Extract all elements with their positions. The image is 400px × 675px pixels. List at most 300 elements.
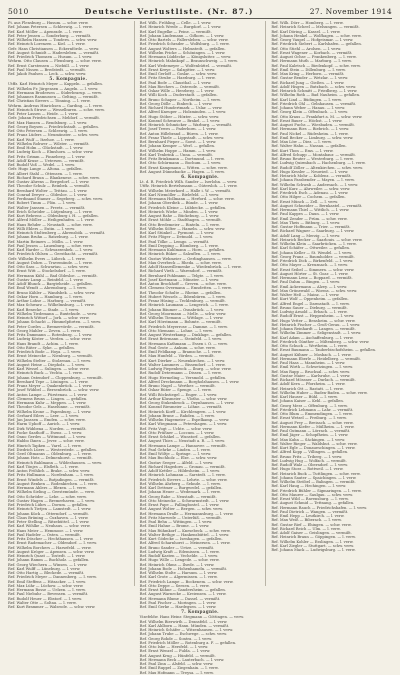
casualty-entry: Ref. August Hörter — St. Goar. — l. verw. — [271, 271, 349, 276]
casualty-entry: Ref. Wilhelm Hoppe — Hamm. — l. verw. — [139, 148, 217, 153]
casualty-entry: Ref. Richard Braun — Blankenese. — schw. verw. — [8, 175, 100, 180]
casualty-entry: Ref. Ernst Seibel — Simmern. — schw. verw. — [271, 267, 355, 272]
casualty-entry: Ref. Paul Niebuhr — Bevensen. — vermißt. — [8, 592, 89, 597]
casualty-entry: Ref. Heinrich Buck — Vechta. — l. verw. — [8, 371, 83, 376]
casualty-entry: Ref. Heinrich Laumann — Lengerich. — l. verw. — [139, 303, 229, 308]
casualty-entry: Ref. Kurt Gödecke — Isenhagen. — gefallen. — [139, 537, 223, 541]
casualty-entry: Ref. Hermann Kuhlmann — Horn. — gefallen. — [139, 248, 226, 252]
casualty-entry: Ref. Willi Koch — Duderstadt. — gefallen. — [139, 93, 218, 98]
casualty-entry: Ref. Arthur Klusmeier — Vlotho. — schw. verw. — [139, 396, 228, 401]
casualty-entry: Ref. Konrad Schwarze — Brakel. — l. verw. — [139, 118, 221, 123]
casualty-entry: Ref. Heinrich Becker — Saarlouis. — schw. verw. — [271, 237, 363, 242]
casualty-entry: Ref. Anton Brockhoff — Greven. — schw. verw. — [139, 282, 227, 286]
casualty-entry: Ref. Kurt Thon — Ems. — l. verw. — [271, 148, 334, 153]
casualty-entry: Ref. Hermann Kathmann — Essen i. O. — verw. — [139, 341, 228, 346]
casualty-entry: Ref. Ernst Münch — Zell. — l. verw. — [271, 199, 339, 204]
casualty-entry: Ref. Karl Wedemeyer — Wolfenbüttel. — vermißt. — [139, 63, 233, 68]
casualty-entry: Ref. Fritz Hullmann — Nordenham. — l. verw. — [8, 473, 94, 478]
casualty-entry: Ref. Ernst Wetzel — Freiburg. — l. verw. — [271, 416, 347, 421]
casualty-entry: Ref. August Schmidt — Hadersleben. — vermißt. — [8, 50, 100, 55]
casualty-entry: Ref. Otto Niemann — Lohne. — l. verw. — [139, 328, 213, 333]
casualty-entry: Wehrm. Andreas Hinrichsen — Garding. — l. verw. — [8, 103, 103, 108]
casualty-entry: Ref. Friedrich Kleine — Lübbecke. — gefallen. — [139, 205, 227, 210]
casualty-entry: Ref. Heinrich Mahnkopf — Braunschweig. — l. verw. — [139, 59, 238, 64]
casualty-entry: Ref. Walter Hahn — Nassau. — gefallen. — [271, 144, 347, 149]
casualty-entry: Ref. Paul Bode — Clausthal. — l. verw. — [139, 80, 212, 85]
casualty-entry: Ref. Emil Depping — Blomberg. — l. verw. — [139, 243, 219, 248]
casualty-entry: Ref. Kurt Wolf — Oppenheim. — gefallen. — [271, 297, 349, 302]
casualty-entry: Ref. Theodor Schulz — Reinbek. — vermißt. — [8, 184, 91, 189]
casualty-entry: Ref. Alfred Schupp — Montabaur. — vermißt. — [271, 152, 357, 157]
section-heading: 7. Kompagnie. — [181, 609, 219, 615]
casualty-entry: Ref. Walter Heß — Mainz. — l. verw. — [271, 293, 340, 297]
casualty-entry: Ref. Paul Grote — Ankum. — schw. verw. — [139, 345, 216, 350]
casualty-entry: Ref. Hans Rehder — Neustadt. — schw. verw. — [8, 222, 93, 227]
casualty-entry: Ref. Heinrich Scheel — Melsungen. — vermißt. — [271, 25, 360, 30]
column-3 — [271, 21, 392, 586]
casualty-entry: Ref. Emil Zender — Prüm. — schw. verw. — [271, 216, 348, 221]
casualty-entry: Ref. Ludwig Koch — Elmshorn. — schw. verw. — [8, 150, 94, 155]
column-1 — [8, 21, 129, 609]
casualty-entry: Ref. Wilhelm Rohwer — Wilster. — vermißt. — [8, 141, 90, 146]
casualty-entry: Ref. Wilhelm Sieling — Geestemünde. — verw. — [8, 490, 95, 495]
casualty-entry: Ref. August Thies — Neustadt a. R. — l. verw. — [139, 439, 225, 444]
casualty-entry: Ref. Wilh. Fröhling — Celle. — l. verw. — [139, 21, 212, 25]
casualty-entry: Ref. Dirk Wübbena — Norden. — vermißt. — [8, 426, 87, 431]
publication-title — [85, 7, 254, 16]
casualty-entry: Ref. Friedrich Schrader — Wolfsburg. — l. verw. — [139, 42, 230, 47]
casualty-entry: Ref. Hugo Hermeling — Versmold. — gefallen. — [139, 375, 227, 380]
casualty-entry: Ref. Hugo Stöber — Höxter. — schw. verw. — [139, 114, 220, 119]
casualty-entry: Ref. Jakob Paulsen — Leck. — schw. verw. — [8, 72, 87, 76]
casualty-entry: Ref. Ernst Kühne — Gandersheim. — gefallen. — [139, 588, 226, 592]
casualty-entry: Ref. Hermann Thiel — Wittlich. — l. verw. — [271, 208, 350, 212]
casualty-entry: Ref. Emil Ruppel — Ziegenhain. — l. verw. — [139, 666, 219, 671]
casualty-entry: Ref. Kurt Egle — Donaueschingen. — l. verw. — [271, 446, 356, 450]
casualty-entry: Ref. Heinrich Stoltenberg — Ahrensbök. — vermißt. — [8, 231, 106, 235]
casualty-entry: Ref. Karl Grote — Algermissen. — l. verw. — [139, 575, 218, 580]
casualty-entry: Ref. Wilhelm Tiedemann — Buxtehude. — verw. — [8, 311, 98, 316]
casualty-entry: Ref. Hermann Ries — Biebrich. — l. verw. — [271, 127, 350, 132]
casualty-entry: Ref. Adolf Hanswillemenke — Wiedenbrück. — l. verw. — [139, 265, 242, 269]
casualty-entry: Ref. Karl Schäfer — Ottweiler. — gefallen. — [271, 246, 351, 251]
casualty-entry: Ref. Bruno Nagel — Werther. — vermißt. — [139, 384, 216, 388]
casualty-entry: Ref. Emil Holm — Glückstadt. — l. verw. — [8, 146, 84, 150]
casualty-entry: Ref. Wilhelm Zimmer — Seligenstadt. — l. verw. — [271, 331, 362, 336]
casualty-entry: Ref. Willi Böckstiegel — Enger. — l. verw. — [139, 392, 218, 397]
section-heading: 5. Kompagnie. — [49, 76, 88, 82]
casualty-entry: Ref. Georg Dölle — Einbeck. — l. verw. — [139, 101, 213, 106]
casualty-entry: Ref. Max Hunfeld — Vörden. — vermißt. — [139, 354, 215, 359]
casualty-entry: Ref. Kurt Behrens — Oldenburg i. H. — gefallen. — [8, 214, 99, 218]
casualty-entry: Ref. Friedrich Bühler — Sigmaringen. — l. verw. — [271, 488, 362, 493]
casualty-entry: Ref. Heinrich Fischer — Groß-Gerau. — l. verw. — [271, 322, 361, 327]
column-2 — [139, 21, 261, 675]
casualty-entry: Ref. Emil Jäger — Schopfheim. — l. verw. — [271, 433, 349, 438]
casualty-entry: Ref. Emil Becker — Limburg. — schw. verw. — [271, 135, 354, 140]
casualty-entry: Ref. Arthur Lohse — Harburg. — vermißt. — [8, 299, 87, 303]
casualty-entry: Ref. Johann Sauter — Spaichingen. — l. verw. — [271, 475, 357, 480]
casualty-entry: Ref. Johann Kemper — Werl. — gefallen. — [139, 144, 216, 149]
casualty-entry: Ref. August Warnecke — Kreiensen. — l. verw. — [139, 592, 227, 597]
casualty-entry: Ref. Georg Merz — Offenburg. — l. verw. — [271, 403, 348, 408]
casualty-entry: Ref. Emil Feldkamp — Bramsche. — l. verw. — [139, 350, 222, 354]
casualty-entry: Ref. Friedrich Dick — Birkenfeld. — l. verw. — [271, 259, 354, 263]
casualty-entry: Ref. Paul Fischer — Moringen. — l. verw. — [139, 600, 217, 605]
header-rule — [8, 18, 392, 19]
casualty-entry: Ref. Christian Sievers — Tönning. — l. verw. — [8, 99, 91, 104]
casualty-entry: Ref. Ernst Pape — Fallingbostel. — l. verw. — [139, 503, 220, 507]
casualty-entry: Ref. Otto Bredemeier — Rinteln. — l. verw. — [139, 222, 220, 227]
casualty-entry: Ref. Friedrich Thomsen — Husum. — l. verw. — [8, 55, 93, 59]
casualty-entry: Ref. Hugo Storz — Rottweil. — l. verw. — [271, 467, 344, 472]
casualty-entry: Ref. Richard Vieth — Warendorf. — vermißt. — [139, 269, 223, 274]
casualty-entry: Gefr. Wilhelm Evers — Lübeck. — l. verw. — [8, 256, 86, 261]
casualty-entry: Ref. Johann Keller — St. Wendel. — l. verw. — [271, 250, 353, 255]
casualty-entry: Ref. Max Löw — Diez. — l. verw. — [271, 140, 332, 144]
casualty-entry: Ref. August Krug — Hünfeld. — vermißt. — [139, 653, 216, 658]
casualty-entry: Ref. Georg Stukenbrock — Oeynhausen. — l. verw. — [139, 401, 235, 405]
casualty-entry: Ref. Clemens Bruns — Lingen. — gefallen. — [8, 396, 88, 401]
casualty-entry: Ref. Hans Brandt — Achim. — l. verw. — [8, 341, 79, 346]
casualty-entry: Ref. Ernst Wild — Ravensburg. — l. verw. — [271, 497, 349, 501]
casualty-entry: Ref. August Frey — Breisach. — schw. verw. — [271, 420, 354, 425]
casualty-entry: Ref. Heinrich Braun — Göppingen. — l. verw. — [271, 535, 356, 540]
casualty-entry: Ref. Johann Ramm — Buchholz. — gefallen. — [8, 558, 90, 563]
casualty-entry: Ref. Friedrich Günther — Miltenberg. — schw. verw. — [271, 339, 370, 344]
casualty-entry: Ref. Karl Adam — Aschaffenburg. — l. verw. — [271, 335, 354, 340]
casualty-entry: Ref. Paul Gutmann — Lörrach. — vermißt. — [271, 429, 351, 433]
casualty-entry: Ref. Max Overbeck — Rheda. — schw. verw. — [139, 260, 222, 265]
casualty-entry: Ref. Ernst Carstensen — Niebüll. — l. verw. — [8, 63, 90, 68]
casualty-entry: Ref. Emil Gerloff — Goslar. — schw. verw. — [139, 72, 218, 76]
casualty-entry: Ref. August Schneider — Bernkastel. — vermißt. — [271, 203, 363, 208]
casualty-entry: Ref. Heinrich Quast — Tostedt. — l. verw. — [8, 554, 86, 558]
casualty-entry: Ref. Johann Trube — Eschwege. — schw. verw. — [139, 632, 227, 637]
casualty-entry: Ref. Ludwig Quirmbach — Hachenburg. — l. verw. — [271, 161, 366, 166]
casualty-entry: Ref. Wilhelm Stolte — Harsum. — l. verw. — [139, 571, 218, 575]
casualty-entry: Ref. Bernhard Tepe — Löningen. — l. verw. — [8, 379, 89, 384]
casualty-entry: Ref. Fritz Dammann — Rotenburg. — l. verw. — [8, 333, 93, 337]
casualty-entry: Ref. August Kühner — Mosbach. — l. verw. — [271, 352, 352, 357]
casualty-entry: Ref. Adolf Kruse — Uetersen. — vermißt. — [8, 158, 85, 163]
casualty-entry: Gefr. Johann Friedrichsen — Meldorf. — vermißt. — [8, 116, 101, 121]
casualty-entry: Ref. Oskar Wille — Herzberg. — l. verw. — [139, 89, 215, 93]
casualty-entry: Ref. Hermann Ahlers — Blexen. — l. verw. — [8, 486, 87, 490]
casualty-entry: Ref. Heinrich Büker — Salzuflen. — l. verw. — [139, 252, 221, 257]
casualty-entry: Ref. Heinrich Schmücker — Warburg. — vermißt. — [139, 123, 233, 127]
casualty-entry: Ref. Wilhelm Krone — Papenburg. — l. verw. — [8, 409, 92, 414]
casualty-entry: Ref. Diedrich Lüers — Westerstede. — gefallen. — [8, 447, 97, 452]
casualty-entry: Ref. Peter Jensen — Sonderburg. — vermißt. — [8, 33, 92, 38]
casualty-entry: Ref. Wilhelm Borchers — Harsefeld. — verw. — [8, 545, 92, 550]
page-number: 5010 — [8, 6, 29, 16]
casualty-entry: Ref. Bernhard Pohlmann — Telgte. — l. verw. — [139, 273, 224, 278]
casualty-entry: Ref. Otto Schröder — Lehe. — schw. verw. — [8, 494, 87, 499]
casualty-entry: Ref. Bernhard Pieper — Soest. — l. verw. — [139, 140, 217, 144]
casualty-entry: Ref. Friedrich Lehmann — Lahr. — vermißt. — [271, 407, 354, 412]
casualty-entry: Ref. Karl Niemöller — Bielefeld. — l. verw. — [139, 192, 220, 197]
casualty-entry: Ref. Max Buchholz — Elze. — schw. verw. — [139, 456, 218, 461]
casualty-entry: Ref. Wilhelm Stelter — Stolzenau. — l. verw. — [8, 358, 91, 363]
casualty-entry: Ref. Hugo Vetter — Bensheim. — schw. verw. — [271, 318, 356, 323]
casualty-entry: Ref. Max Kring — Herborn. — vermißt. — [271, 72, 345, 76]
casualty-entry: Ref. Paul Behn — Wittingen. — l. verw. — [139, 520, 213, 524]
casualty-entry: Ref. Hermann Lampe — Hannover. — vermißt. — [139, 443, 227, 448]
casualty-entry: Ref. Willi Ehlers — Eutin. — l. verw. — [8, 226, 76, 231]
casualty-entry: Ref. Friedrich Bode — Hoya. — l. verw. — [8, 350, 82, 354]
casualty-entry: Ref. Franz Hüsing — Tecklenburg. — vermißt. — [139, 299, 226, 303]
casualty-entry: Ref. Hugo Wille — Lengede. — schw. verw. — [139, 558, 220, 563]
casualty-entry: Ref. Hermann Lenz — Boppard. — vermißt. — [271, 276, 353, 280]
casualty-entry: Ref. Ernst Witt — Stockelsdorf. — l. verw. — [8, 269, 86, 274]
casualty-entry: Ref. Johann Ostendorf — Cloppenburg. — vermißt. — [8, 375, 103, 380]
casualty-entry: Ref. Walter Rieger — Waldshut. — schw. verw. — [271, 441, 358, 446]
casualty-entry: Ref. Karl Hörstmann — Bohmte. — vermißt. — [139, 320, 222, 325]
casualty-entry: Ref. Ernst Kampmann — Witten. — schw. verw. — [139, 165, 228, 170]
casualty-entry: Ref. Georg Boysen — Friedrichstadt. — gefallen. — [8, 124, 99, 129]
casualty-entry: Ref. Bruno Kähler — Wandsbek. — schw. verw. — [8, 290, 96, 295]
casualty-entry: Ref. Heinrich Buck — Tuttlingen. — schw. verw. — [271, 471, 361, 476]
casualty-entry: Ref. Wilhelm Hagemeier — Espelkamp. — verw. — [139, 418, 230, 422]
casualty-entry: Ref. Johann Fassbender — Mayen. — l. verw. — [271, 178, 355, 183]
casualty-entry: Ref. Karl Wulf — Itzehoe. — l. verw. — [8, 137, 75, 142]
casualty-entry: Ref. Karl Ahlborn — Hann. Münden. — vermißt. — [139, 623, 230, 628]
casualty-entry: Ref. Friedrich Lührs — Dorum. — gefallen. — [8, 503, 89, 507]
casualty-entry: Ref. Hermann Kiefer — Müllheim. — l. verw. — [271, 424, 355, 429]
casualty-entry: Gefr. Hugo Lange — Altona. — gefallen. — [8, 167, 83, 172]
casualty-entry: Ref. Otto Deppe — Seesen. — l. verw. — [139, 583, 210, 588]
column-divider — [265, 21, 266, 586]
casualty-entry: Ref. Ernst Rademacher — Oldendorf. — l. verw. — [8, 541, 97, 546]
casualty-entry: Ref. Franz Lüders — Neumünster. — schw. verw. — [8, 133, 100, 138]
casualty-entry: Ref. Georg Wiechern — Winsen. — l. verw. — [8, 562, 88, 567]
casualty-entry: Ref. Bruno Fritz — Triberg. — l. verw. — [271, 454, 343, 459]
casualty-entry: Ref. Focke Saathoff — Esens. — l. verw. — [8, 430, 83, 435]
casualty-entry: Ref. Rudolf Voß — Wedel. — l. verw. — [8, 163, 76, 167]
casualty-entry: Ref. Adolf Hisgen — Butzbach. — schw. verw. — [271, 84, 357, 89]
casualty-entry: Ref. Max Lühr — Lüchow. — schw. verw. — [8, 583, 84, 588]
casualty-entry: Ref. Hermann Hollmann — Herford. — schw. verw. — [139, 197, 235, 201]
casualty-entry: Ref. Johann Kaiser — Kehl. — gefallen. — [271, 399, 344, 404]
casualty-entry: Ref. Gustav Lamp — Reinfeld. — l. verw. — [8, 277, 84, 282]
casualty-entry: Ref. Johann Hots — Delmenhorst. — vermißt. — [8, 456, 93, 461]
casualty-entry: Ref. Heinrich Bahlmann — Wildeshausen. — verw. — [8, 460, 103, 465]
casualty-entry: Ref. Max Kuhn — Säckingen. — l. verw. — [271, 437, 346, 442]
casualty-entry: Utffz. Karl Heinrich Meyer — Kappeln. — gefallen. — [8, 82, 103, 87]
casualty-entry: Ref. Fritz Plöger — Detmold. — l. verw. — [139, 235, 214, 240]
casualty-entry: Ref. Karl Hauser — Bühl. — l. verw. — [271, 395, 338, 399]
casualty-entry: Ref. Wilhelm Fricke — Schöningen. — l. verw. — [139, 50, 226, 55]
casualty-entry: Ref. August Ochse — Frankenberg. — l. verw. — [271, 55, 357, 59]
casualty-entry: Ref. Max Grünewald — Worms. — schw. verw. — [271, 288, 358, 293]
casualty-entry: Ref. Emil Stein — Dillenburg. — l. verw. — [271, 67, 346, 72]
casualty-entry: Ref. Josef Kortmann — Münster. — l. verw. — [139, 277, 220, 282]
casualty-entry: Ref. Richard Jung — Gießen. — l. verw. — [271, 80, 345, 85]
casualty-entry: Ref. Bruno Reuter — Westerburg. — l. verw. — [271, 157, 354, 161]
casualty-entry: Ref. Richard Hagedorn — Gronau. — vermißt. — [139, 464, 226, 469]
casualty-entry: Ref. Hermann Bosse — Uelzen. — l. verw. — [8, 588, 86, 592]
casualty-entry: Ref. Ernst Wagener — Korbach. — vermißt. — [271, 50, 353, 55]
casualty-entry: Ref. Karl Benecke — Stade. — l. verw. — [8, 307, 79, 312]
casualty-entry: Ref. Georg Klein — Offenbach. — l. verw. — [271, 110, 349, 115]
casualty-entry: Ref. Wilhelm Meierkord — Halle i. W. — vermißt. — [139, 188, 232, 193]
casualty-entry: Ref. Wilhelm Ahrberg — Sehnde. — l. verw. — [139, 481, 221, 486]
casualty-entry: Ref. Johann Weber — Hanau. — l. verw. — [271, 106, 346, 110]
casualty-entry: Ref. Otto Schuck — Wertheim. — l. verw. — [271, 344, 348, 348]
casualty-entry: Ref. Richard Wagner — Saarburg. — l. verw. — [271, 229, 355, 234]
casualty-entry: Ref. Paul Kaletsch — Biedenkopf. — schw. verw. — [271, 63, 361, 68]
casualty-entry: Ref. Hinrich Tapken — Varel. — l. verw. — [8, 443, 82, 448]
casualty-entry: Ref. Otto Mayer — Kreuznach. — l. verw. — [271, 263, 348, 268]
casualty-entry: Ref. Walter Otte — Soltau. — l. verw. — [8, 600, 77, 605]
casualty-entry: Ref. Paul Haas — Mannheim. — l. verw. — [271, 361, 346, 365]
casualty-entry: Ref. Hermann Kühl — Bad Oldesloe. — vermißt. — [8, 273, 98, 278]
casualty-entry: Ref. Johann Petersen — Schleswig. — l. verw. — [8, 25, 93, 30]
casualty-entry: Ref. Karl Tenbrink — Unna. — vermißt. — [139, 152, 214, 157]
casualty-entry: Ref. Fritz Brinkmann — Dortmund. — l. verw. — [139, 157, 225, 161]
casualty-entry: Ref. Heinrich Lorenzen — Kiel. — l. verw. — [8, 42, 86, 47]
casualty-entry: Ref. Ludwig Arnold — Erbach. — l. verw. — [271, 310, 348, 314]
casualty-entry: Ref. Heinrich Ohms — Ilsede. — l. verw. — [139, 562, 215, 567]
casualty-entry: Ref. Walter Lammers — Bissendorf. — l. verw. — [139, 362, 226, 367]
casualty-entry: Ref. Johann Bäumer — Osnabrück. — l. verw. — [139, 307, 225, 312]
casualty-entry: Ref. Hermann Muth — Marburg. — l. verw. — [271, 59, 352, 64]
casualty-entry: Ref. Wilh. Dörr — Homberg. — l. verw. — [271, 21, 344, 25]
casualty-entry: Ref. Rudolf Determann — Dissen. — l. verw. — [139, 371, 222, 376]
column-divider — [134, 21, 135, 586]
casualty-entry: Ref. Heinrich Schmitt — Friedberg. — l. verw. — [271, 89, 358, 93]
casualty-entry: Ref. Emil Hahne — Brome. — l. verw. — [139, 524, 210, 529]
casualty-entry: Ref. Josef Wübbel — Bersenbrück. — schw. verw. — [8, 388, 100, 393]
casualty-entry: Ref. Alfred Kneuper — Holzminden. — l. verw. — [139, 110, 227, 115]
casualty-entry: Ref. Alfred Dreckmann — Borgholzhausen. — l. verw. — [139, 379, 240, 384]
casualty-entry: Ref. Karl Ziegler — Stuttgart. — schw. verw. — [271, 543, 355, 548]
casualty-entry: Ref. Paul Hadeler — Osten. — vermißt. — [8, 532, 81, 537]
casualty-entry: Ref. August Dohrn — Travemünde. — l. verw. — [8, 260, 93, 265]
casualty-entry: Ref. Alfred Scharnhorst — Meinersen. — l. verw. — [139, 541, 231, 546]
casualty-entry: Ref. Fritz Grimm — Pinneberg. — l. verw. — [8, 154, 86, 159]
section-heading: 6. Kompagnie. — [181, 174, 219, 179]
casualty-entry: Ref. Karl Kurz — Ahrweiler. — schw. verw. — [271, 186, 351, 191]
casualty-entry: Ref. Richard Mössner — Durlach. — vermißt. — [271, 378, 356, 382]
casualty-entry: Ref. Conrad Dreyer — Oldesloe. — l. verw. — [8, 192, 88, 197]
casualty-entry: Ref. Heinrich Korff — Kirchlengern. — l. verw. — [139, 409, 227, 414]
casualty-entry: Ref. Claus Brüning — Cuxhaven. — l. verw. — [8, 515, 89, 520]
casualty-entry: Ref. Friedrich Esch — Adenau. — l. verw. — [271, 191, 349, 195]
casualty-entry: Lt. d. R. Friedrich Wilh. Sander — Iserlohn. — verw. — [139, 180, 238, 184]
casualty-entry: Ref. Friedrich Möller — Rotenburg a. F. — gefallen. — [139, 640, 237, 645]
casualty-entry: Ref. Ernst Schäkel — Wunstorf. — gefallen. — [139, 435, 221, 439]
casualty-entry: Gefr. Hans Christiansen — Eckernförde. — verw. — [8, 46, 100, 51]
casualty-entry: Ref. Ernst Brörmann — Steinfeld. — l. verw. — [139, 337, 222, 342]
casualty-entry: Ref. Hugo Kessler — Neuwied. — l. verw. — [271, 169, 349, 174]
casualty-entry: Ref. Gustav Bender — Wetzlar. — l. verw. — [271, 76, 349, 81]
casualty-entry: Ref. Heinrich Wiehe — Minden. — l. verw. — [139, 209, 219, 214]
text-columns — [8, 21, 392, 675]
casualty-entry: Ref. Franz Thiele — Lippstadt. — schw. verw. — [139, 135, 225, 140]
casualty-entry: Ref. Karl Tönjes — Elsfleth. — l. verw. — [8, 464, 79, 469]
casualty-entry: Ref. Jan Janssen — Emden. — schw. verw. — [8, 418, 86, 422]
casualty-entry: Ref. Adolf Blunck — Bargteheide. — gefallen. — [8, 282, 93, 286]
casualty-entry: Ref. Wilhelm Schwab — Andernach. — l. verw. — [271, 182, 359, 187]
casualty-entry: Ref. Wilhelm Huber — Baden-Baden. — schw. verw. — [271, 390, 368, 395]
casualty-entry: Ref. Max Theis — Bitburg. — l. verw. — [271, 220, 341, 225]
casualty-entry: Ref. Heinrich Tietjen — Lamstedt. — l. verw. — [8, 507, 92, 512]
casualty-entry: Ref. Heinrich Schäfer — Witzenhausen. — l. verw. — [139, 628, 234, 632]
casualty-entry: Ref. Peter Cordes — Bremervörde. — vermißt. — [8, 324, 95, 329]
casualty-entry: Ref. Johannes Rasmussen — Gelting. — vermißt. — [8, 95, 99, 99]
casualty-entry: Ref. Paul Nickel — Rüdesheim. — l. verw. — [271, 131, 349, 136]
casualty-entry: Pi. aus Flensburg — Husum. — schw. verw. — [8, 21, 89, 25]
casualty-entry: Ref. Wilhelm Tiemann — Wittlage. — l. verw. — [139, 316, 224, 320]
casualty-entry: Ref. Otto Schürmann — Bochum. — l. verw. — [139, 161, 222, 166]
casualty-entry: Ref. Johann Brune — Rahden. — l. verw. — [139, 413, 215, 418]
casualty-entry: Ref. Hans Meier — Hemmoor. — l. verw. — [8, 528, 84, 533]
casualty-entry: Ref. Wilhelm Bierwirth — Dransfeld. — l. verw. — [139, 619, 228, 624]
casualty-entry: Ref. Paul Dahm — Bingen. — l. verw. — [271, 280, 341, 285]
casualty-entry: Ref. Johann Bode — Hohenhameln. — vermißt. — [139, 566, 228, 571]
casualty-entry: Ref. Gerd Oltmanns — Oldenburg. — l. verw. — [8, 452, 92, 456]
casualty-entry: Ref. Georg Moormann — Melle. — schw. verw. — [139, 311, 227, 316]
casualty-entry: Ref. Paul Dietrich — Wangen. — vermißt. — [271, 509, 349, 514]
casualty-entry: Ref. Johann Mack — Ludwigsburg. — l. verw. — [271, 548, 356, 552]
casualty-entry: Ref. Otto Iske — Hersfeld. — l. verw. — [139, 645, 209, 649]
casualty-entry: Ref. Fritz Döscher — Hechthausen. — l. verw. — [8, 537, 94, 541]
casualty-entry: Ref. Emil Wöltje — Springe. — l. verw. — [139, 452, 212, 456]
casualty-entry: Ref. Paul Tölke — Lemgo. — vermißt. — [139, 239, 210, 244]
casualty-entry: Ref. August Renken — Rodenkirchen. — l. verw. — [8, 481, 98, 486]
casualty-entry: Ref. Ernst Windels — Butjadingen. — vermißt. — [8, 477, 95, 482]
casualty-entry: Ref. Ludwig Kraft — Edemissen. — l. verw. — [139, 549, 220, 554]
casualty-entry: Ref. Paul Kappes — Daun. — l. verw. — [271, 212, 340, 217]
casualty-entry: Ref. Otto Kraus — Frankfurt a. M. — schw. verw. — [271, 114, 363, 119]
casualty-entry: Ref. Heinrich Struve — Wesselburen. — schw. verw. — [8, 107, 105, 112]
casualty-entry: Ref. August Wolter — Bergen. — schw. verw. — [139, 507, 224, 512]
casualty-entry: Ref. Alfred Möller — Heiligenhafen. — l. verw. — [8, 218, 95, 223]
casualty-entry: Ref. Otto Stiehl — Arolsen. — l. verw. — [271, 46, 342, 51]
casualty-entry: Ref. Rudolf Ernst — Heppenheim. — l. verw. — [271, 314, 355, 319]
casualty-entry: Ref. August Schmid — Tettnang. — gefallen. — [271, 501, 355, 506]
casualty-entry: Ref. Martin Reimers — Mölln. — l. verw. — [8, 239, 84, 244]
casualty-entry: Ref. Hermann Beck — Lauterbach. — l. verw. — [139, 657, 225, 662]
casualty-entry: Ref. Otto Rüter — Syke. — gefallen. — [8, 345, 75, 350]
casualty-entry: Ref. Konrad Riesmeier — Löhne. — vermißt. — [139, 405, 223, 410]
casualty-entry: Ref. Otto Meinecke — Schwarmstedt. — l. verw. — [139, 498, 230, 503]
casualty-entry: Ref. Bernhard Wolter — Trittau. — l. verw. — [8, 188, 88, 193]
casualty-entry: Ref. Hermann Lüddecke — Königslutter. — verw. — [139, 55, 232, 59]
casualty-entry: Ref. Fritz Marwede — Unterlüß. — vermißt. — [139, 515, 222, 520]
casualty-entry: Ref. Max Hansen — Rendsburg. — l. verw. — [8, 120, 88, 125]
casualty-entry: Ref. Anton Fröhlich — Brake. — schw. verw. — [8, 469, 91, 473]
publication-name: Deutsche Verlustliste. — [84, 6, 204, 16]
casualty-entry: Ref. Rudolf Zöller — Altenkirchen. — schw. verw. — [271, 165, 364, 170]
casualty-entry: Ref. Gerhard Eilers — Leer. — l. verw. — [8, 413, 80, 418]
casualty-entry: Ref. Heinrich Ott — Rastatt. — l. verw. — [271, 386, 344, 391]
issue-number: (Nr. 87.) — [207, 6, 254, 16]
casualty-entry: Ref. Rudolf Kasten — Vechelde. — l. verw. — [139, 554, 219, 558]
casualty-entry: Ref. Otto Bartels — Fallersleben. — schw. verw. — [139, 38, 229, 42]
casualty-entry: Ref. Max Rühmkorf — Knesebeck. — schw. verw. — [139, 528, 231, 533]
casualty-entry: Ref. Adolf Lang — Merzig. — l. verw. — [271, 233, 341, 238]
casualty-entry: Ref. Johann Lindemann — Gifhorn. — l. verw. — [139, 33, 225, 38]
casualty-entry: Ref. Paul Jessen — Lauenburg. — schw. verw. — [8, 243, 93, 248]
casualty-entry: Ref. Karl Stünkel — Pyrmont. — l. verw. — [139, 231, 215, 235]
casualty-entry: Ref. Johann Schacht — Himmelpforten. — l. verw. — [8, 320, 101, 325]
casualty-entry: Ref. Ludwig Köster — Verden. — schw. verw. — [8, 337, 92, 342]
casualty-entry: Ref. Heinrich Lohmann — Sarstedt. — l. verw. — [139, 473, 226, 478]
casualty-entry: Ref. Wilhelm Roth — Bad Nauheim. — gefallen. — [271, 93, 361, 98]
